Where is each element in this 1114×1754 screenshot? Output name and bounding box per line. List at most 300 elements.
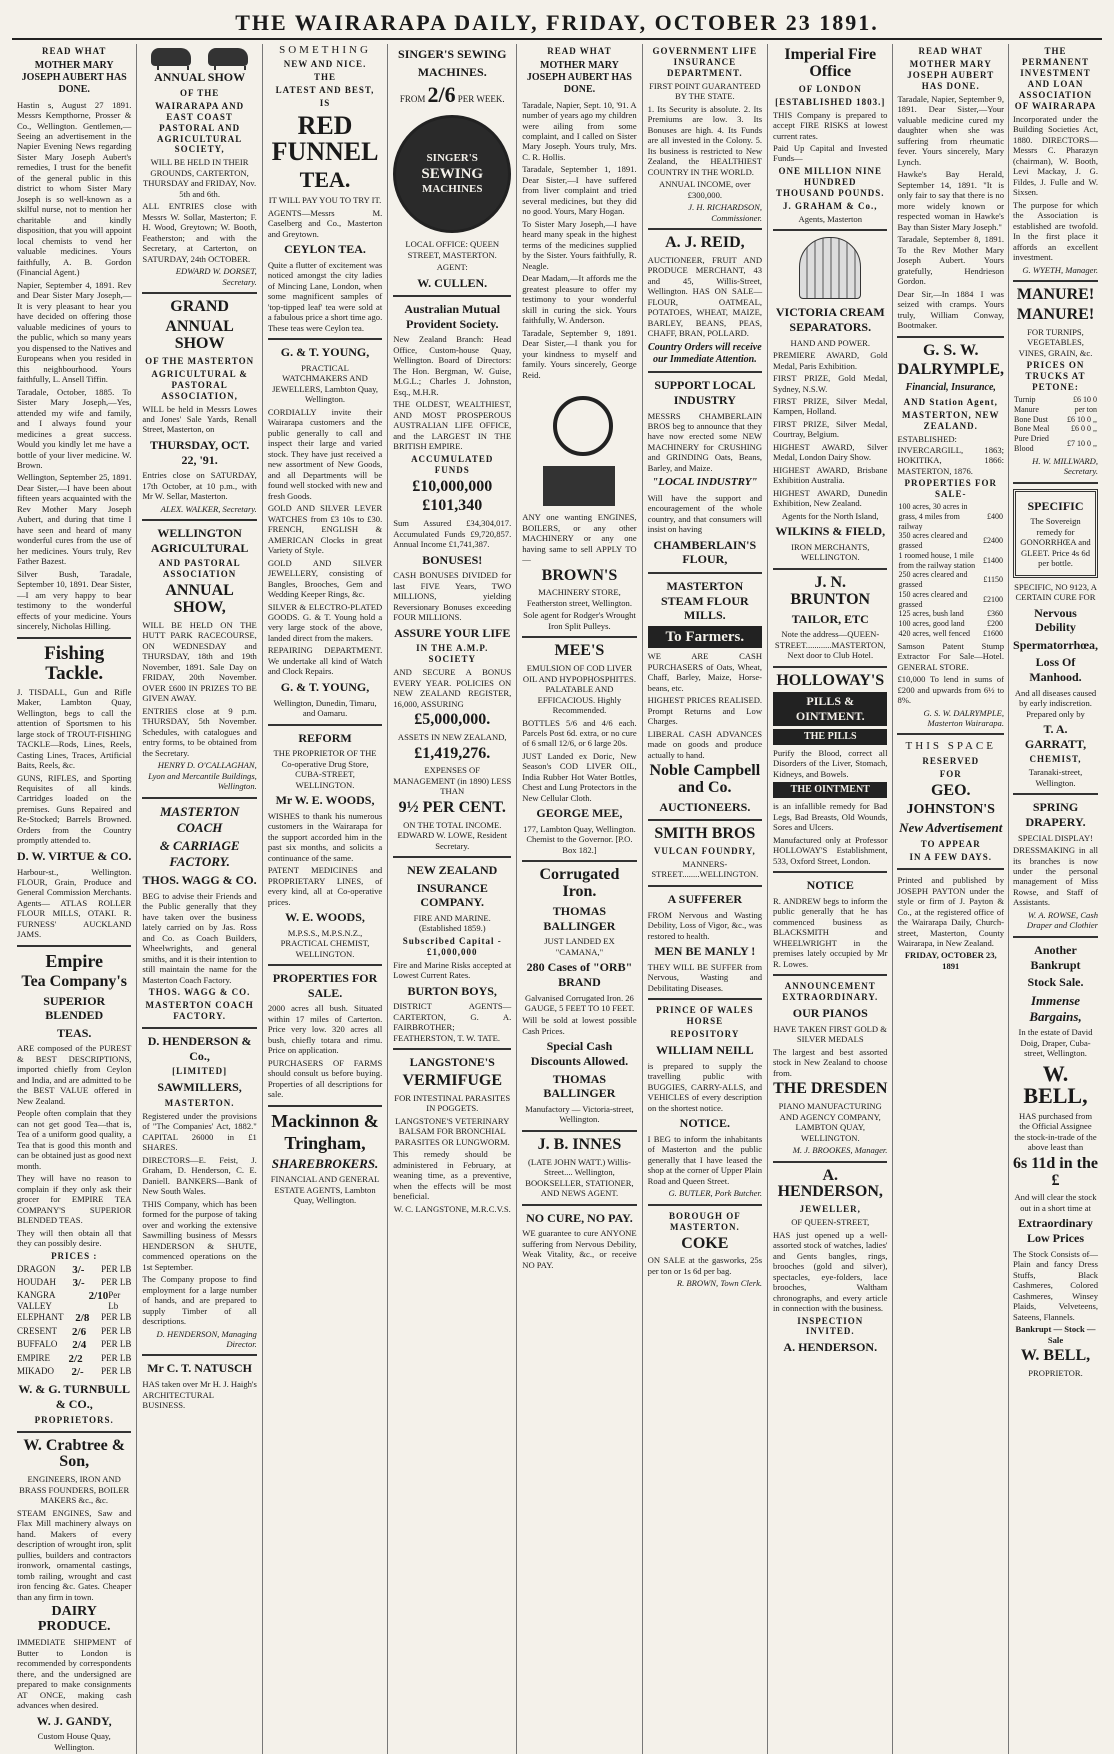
cattle-illustration	[142, 48, 256, 66]
ad-text: Incorporated under the Building Societies Act, 1880. DIRECTORS—Messrs C. Pharazyn (chairman), W. Booth, Levi Mackay, J. G. Fildes, J. Fulle and W. Sixsen.	[1013, 113, 1098, 198]
engine-illustration	[539, 386, 619, 506]
ad-heading: JOHNSTON'S	[906, 801, 995, 817]
ad-text: AGENTS—Messrs M. Caselberg and Co., Masterton and Greytown.	[267, 207, 383, 239]
ad-heading: T. A. GARRATT,	[1024, 722, 1087, 751]
ad-heading: Immense Bargains,	[1029, 992, 1082, 1024]
award: HIGHEST AWARD, Silver Medal, London Dairy Show.	[773, 441, 888, 463]
ad-heading: NOTICE	[806, 878, 854, 893]
ad-heading: £5,000,000.	[414, 711, 491, 729]
testimonial: Taradale, October, 1885. To Sister Mary Joseph,—Yes, attended my wife and family, and I always found your medicines a great success. Would you kindly let me have a bottle of your liver medicine. W. Brown.	[17, 386, 132, 470]
ad-heading: ANNUAL SHOW	[165, 318, 234, 352]
ad-heading: Mackinnon &	[271, 1110, 379, 1131]
ad-heading: A. J. REID,	[665, 234, 745, 252]
table-row: Bone Meal £6 0 0 ,,	[1014, 424, 1097, 434]
ad-heading: PRINCE OF WALES HORSE	[656, 1005, 754, 1027]
ad-heading: ACCUMULATED FUNDS	[411, 453, 494, 475]
ad-heading: A SUFFERER	[667, 891, 743, 906]
ad-heading: New Advertisement	[899, 820, 1003, 836]
ad-heading: VULCAN FOUNDRY,	[653, 846, 756, 857]
ad-heading: ASSURE YOUR LIFE	[394, 625, 511, 640]
ad-text: FIRST POINT GUARANTEED BY THE STATE.	[649, 80, 761, 102]
ad-text: WE guarantee to cure ANYONE suffering from Nervous Debility, Weak Vitality, &c., or receive NO PAY.	[522, 1228, 637, 1270]
price-list	[17, 1264, 131, 1380]
ad-heading: TEAS.	[57, 1025, 92, 1040]
ad-heading: RESERVED	[922, 755, 980, 766]
table-row: 125 acres, bush land £360	[898, 609, 1004, 619]
ad-heading: JEWELLER,	[799, 1204, 861, 1215]
ad-text: Custom House Quay, Wellington.	[37, 1731, 111, 1752]
ad-text: Manufactured only at Professor HOLLOWAY'S Establishment, 533, Oxford Street, London.	[773, 834, 888, 866]
ad-heading: MOTHER MARY JOSEPH AUBERT HAS DONE.	[21, 59, 127, 96]
testimonial: Napier, September 4, 1891. Rev and Dear Sister Mary Joseph,—It is very pleasant to hear you have decided on offering those valuable medicines of yours to the public, which so many years you dispensed to the Natives and Europeans when you resided in this neighbourhood. Yours faithfully, L. Ansell Tiffin.	[17, 279, 132, 385]
testimonial: Taradale, September 9, 1891. Dear Sister,—I thank you for your kindness to myself and family. Yours sincerely, George Reid.	[522, 327, 637, 380]
ad-heading: Spermatorrhœa,	[1013, 637, 1098, 652]
ad-heading: SUPERIOR BLENDED	[43, 993, 106, 1023]
ad-heading: £10,000,000	[412, 477, 493, 495]
ad-heading: OF THE	[179, 87, 220, 98]
ad-heading: [ESTABLISHED 1803.]	[775, 96, 886, 107]
ad-text: THE OLDEST, WEALTHIEST, AND MOST PROSPEROUS AUSTRALIAN LIFE OFFICE, and the LARGEST IN THE BRITISH EMPIRE.	[393, 399, 512, 452]
ad-text: They will then obtain all that they can possibly desire.	[17, 1227, 132, 1249]
signature: R. BROWN, Town Clerk.	[676, 1278, 763, 1289]
ad-text: JUST Landed ex Doric, New Season's COD LIVER OIL, India Rubber Hot Water Bottles, Chest and Lung Protectors in the New Cellular Cloth.	[522, 750, 637, 803]
ad-text: £10,000 To lend in sums of £200 and upwards from 6½ to 8%.	[897, 674, 1005, 706]
ad-heading: BOROUGH OF MASTERTON.	[668, 1210, 741, 1232]
ad-heading: MEE'S	[554, 642, 605, 660]
ad-text: HAS just opened up a well-assorted stock of watches, ladies' and Gents bangles, rings, brooches (gold and silver), spectacles, eye-folders, lace brooches, Waltham chronographs, and every article in connection with the business.	[773, 1229, 888, 1314]
ad-text: People often complain that they can not get good Tea—that is, Tea of a uniform good quality, a Tea that is good this month and can be obtained just as good next month.	[17, 1108, 132, 1171]
ad-heading: Stock Sale.	[1027, 975, 1084, 990]
flywheel-icon	[553, 396, 613, 456]
ad-text: DISTRICT AGENTS—CARTERTON, G. A. FAIRBROTHER; FEATHERSTON, T. W. TATE.	[393, 1001, 512, 1043]
ad-text: 1. Its Security is absolute. 2. Its Premiums are low. 3. Its Bonuses are high. 4. Its Funds are all invested in the Colony. 5. Its business is restricted to New Zealand, the HEALTHIEST COUNTRY IN THE WORLD.	[647, 103, 763, 177]
ad-heading: THOS. WAGG & CO.	[148, 987, 251, 998]
ad-text: J. TISDALL, Gun and Rifle Maker, Lambton Quay, Wellington, begs to call the attention of Sportsmen to his large stock of TROUT-FISHING TACKLE—Rods, Lines, Reels, Casting Lines, Traces, Artificial Baits, Reels, &c.	[17, 686, 132, 771]
column-8a	[893, 44, 1009, 1754]
testimonial: Taradale, Napier, Sept. 10, '91. A number of years ago my children were ailing from some complaint, and I called on Sister Mary Joseph. Yours truly, Mrs. C. R. Hollis.	[522, 99, 637, 162]
award: FIRST PRIZE, Gold Medal, Sydney, N.S.W.	[773, 373, 888, 394]
ad-text: FOR TURNIPS, VEGETABLES, VINES, GRAIN, &c.	[1018, 326, 1093, 358]
ad-text: SPECIFIC, NO 9123, A CERTAIN CURE FOR	[1014, 581, 1097, 603]
ad-heading: 6s 11d in the £	[1013, 1154, 1098, 1189]
ad-text: The Company propose to find employment for a large number of hands, and are prepared to supply Timber of all descriptions.	[142, 1274, 257, 1327]
ad-text: PROPRIETOR.	[1028, 1367, 1083, 1378]
ad-heading: Mr W. E. WOODS,	[275, 793, 375, 808]
specific-ad-box	[1013, 489, 1098, 578]
ad-text: M.P.S.S., M.P.S.N.Z., PRACTICAL CHEMIST, WELLINGTON.	[280, 927, 370, 959]
ad-text: 2000 acres all bush. Situated within 17 miles of Carterton. Price very low. 320 acres all bush, chiefly totara and rimu. Price on application.	[267, 1003, 383, 1056]
ad-text: MANNERS-STREET........WELLINGTON.	[651, 859, 759, 880]
ad-heading: & CARRIAGE FACTORY.	[159, 838, 240, 870]
ad-heading: THIS SPACE	[905, 740, 996, 753]
column-5	[517, 44, 642, 1754]
ad-heading: CHEMIST,	[1029, 754, 1082, 765]
ad-text: HAND AND POWER.	[790, 337, 870, 348]
ad-text: AGENT:	[436, 262, 468, 273]
ad-heading: DALRYMPLE,	[897, 361, 1005, 379]
ad-text: ASSETS IN NEW ZEALAND,	[397, 732, 507, 743]
ad-heading: W. & G. TURNBULL & CO.,	[18, 1382, 131, 1412]
ad-heading: AND PASTORAL ASSOCIATION	[158, 558, 241, 580]
ad-text: EMULSION OF COD LIVER OIL AND HYPOPHOSPHITES. PALATABLE AND EFFICACIOUS. Highly Recommended.	[522, 663, 636, 716]
ad-heading: COKE	[681, 1234, 729, 1252]
ad-text: Wellington, Dunedin, Timaru, and Oamaru.	[273, 697, 377, 719]
ad-text: EXPENSES OF MANAGEMENT (in 1890) LESS THAN	[393, 765, 512, 797]
ad-heading: RED FUNNEL	[271, 111, 379, 167]
ad-heading: READ WHAT	[41, 46, 107, 56]
ad-text: LOCAL OFFICE: QUEEN STREET, MASTERTON.	[405, 239, 500, 260]
ad-text: Bankrupt — Stock — Sale	[1015, 1324, 1096, 1345]
singer-logo: SINGER'S SEWING MACHINES	[393, 115, 511, 233]
ad-heading: TO APPEAR	[920, 839, 981, 850]
ad-text: In the estate of David Doig, Draper, Cuba-street, Wellington.	[1018, 1027, 1093, 1059]
ad-text: Fire and Marine Risks accepted at Lowest Current Rates.	[393, 959, 512, 981]
ad-heading: D. W. VIRTUE & CO.	[17, 848, 132, 863]
ad-heading: A. HENDERSON,	[777, 1166, 883, 1201]
ad-text: They will have no reason to complain if they only ask their grocer for EMPIRE TEA COMPANY'S SUPERIOR BLENDED TEAS.	[17, 1173, 132, 1226]
testimonial: Taradale, September 8, 1891. To the Rev Mother Mary Joseph Aubert. Yours gratefully, Hendrieson Gordon.	[897, 234, 1005, 287]
ad-heading: Special Cash Discounts Allowed.	[530, 1039, 629, 1069]
ad-text: The purpose for which the Association is established are twofold. In the first place it affords an excellent investment.	[1013, 199, 1098, 263]
ad-heading: W. BELL,	[1020, 1347, 1091, 1365]
table-row: 100 acres, good land £200	[898, 619, 1004, 629]
table-row: Bone Dust £6 10 0 ,,	[1014, 414, 1097, 424]
ad-text: HAS purchased from the Official Assignee the stock-in-trade of the above least than	[1014, 1110, 1097, 1153]
ad-text: ENTRIES close at 9 p.m. THURSDAY, 5th November. Schedules, with catalogues and entry forms, to be obtained from the Secretary.	[142, 705, 257, 758]
ad-banner: PILLS & OINTMENT.	[773, 692, 887, 725]
ad-heading: Nervous Debility	[1034, 605, 1077, 635]
imprint-date: FRIDAY, OCTOBER 23, 1891	[904, 950, 997, 971]
signature: ALEX. WALKER, Secretary.	[160, 503, 257, 514]
ad-heading: MANURE!	[1016, 305, 1095, 323]
ad-heading: LATEST AND BEST,	[275, 85, 375, 96]
ad-heading: REPOSITORY	[670, 1029, 740, 1040]
ad-heading: THE PERMANENT INVESTMENT AND LOAN ASSOCIATION OF WAIRARAPA	[1014, 46, 1097, 111]
ad-heading: Subscribed Capital - £1,000,000	[402, 935, 502, 957]
ad-text: DIRECTORS—E. Feist, J. Graham, D. Henderson, C. E. Daniell. BANKERS—Bank of New South Wales.	[142, 1154, 257, 1197]
ad-text: Manufactory — Victoria-street, Wellington.	[525, 1103, 634, 1125]
ad-text: FROM Nervous and Wasting Debility, Loss of Vigor, &c., was restored to health.	[647, 909, 763, 941]
ad-heading: MOTHER MARY JOSEPH AUBERT HAS DONE.	[526, 59, 632, 96]
ad-text: FIRE AND MARINE. (Established 1859.)	[413, 912, 491, 934]
ad-heading: BURTON BOYS,	[407, 983, 497, 998]
ad-text: Paid Up Capital and Invested Funds—	[773, 142, 888, 164]
ad-heading: SPRING DRAPERY.	[1025, 800, 1086, 829]
price-row: ELEPHANT 2/8 PER LB	[17, 1312, 132, 1325]
ad-heading: TEA.	[299, 167, 351, 193]
ad-text: ON THE TOTAL INCOME. EDWARD W. LOWE, Resident Secretary.	[397, 819, 508, 851]
ad-text: SPECIAL DISPLAY!	[1017, 832, 1094, 843]
ad-heading: THURSDAY, OCT. 22, '91.	[149, 437, 250, 467]
ad-heading: Australian Mutual Provident Society.	[404, 302, 501, 331]
ad-text: LANGSTONE'S VETERINARY BALSAM FOR BRONCHIAL PARASITES OR LUNGWORM.	[394, 1115, 510, 1147]
ad-text: PIANO MANUFACTURING AND AGENCY COMPANY, LAMBTON QUAY, WELLINGTON.	[778, 1101, 882, 1143]
ad-heading: NEW AND NICE.	[283, 59, 367, 70]
ad-heading: ANNUAL SHOW,	[165, 582, 234, 617]
ad-heading: IN A FEW DAYS.	[909, 852, 992, 863]
signature: W. C. LANGSTONE, M.R.C.V.S.	[393, 1203, 511, 1214]
ad-heading: WELLINGTON AGRICULTURAL	[150, 526, 249, 555]
ad-heading: Mr C. T. NATUSCH	[147, 1361, 252, 1376]
ad-heading: MOTHER MARY JOSEPH AUBERT HAS DONE.	[907, 58, 995, 91]
column-6	[643, 44, 768, 1754]
ad-text: Entries close on SATURDAY, 17th October, at 10 p.m., with Mr W. Sellar, Masterton.	[142, 470, 257, 502]
ad-heading: GRAND	[170, 298, 229, 316]
ad-heading: Noble Campbell and Co.	[649, 762, 761, 796]
column-4	[388, 44, 517, 1754]
columns	[12, 44, 1102, 1752]
table-row: 250 acres cleared and grassed £1150	[898, 570, 1004, 590]
ad-heading: MASTERTON COACH	[159, 803, 240, 835]
price-row: BUFFALO 2/4 PER LB	[17, 1339, 132, 1352]
ad-text: Agents, Masterton	[798, 213, 862, 224]
signature: W. A. ROWSE, Cash Draper and Clothier	[1026, 909, 1098, 931]
ad-text: FOR INTESTINAL PARASITES IN POGGETS.	[394, 1092, 511, 1114]
ad-heading: THOMAS BALLINGER	[543, 1071, 616, 1101]
ad-text: PRACTICAL WATCHMAKERS AND JEWELLERS, Lambton Quay, Wellington.	[272, 362, 378, 405]
ad-heading: Extraordinary Low Prices	[1018, 1216, 1093, 1246]
ad-heading: PROPERTIES FOR SALE.	[272, 971, 378, 1000]
ad-heading: Financial, Insurance,	[905, 382, 996, 394]
ad-heading: Loss Of Manhood.	[1029, 655, 1082, 685]
ad-heading: MEN BE MANLY !	[654, 944, 756, 959]
ad-text: WILL BE HELD ON THE HUTT PARK RACECOURSE, ON WEDNESDAY and THURSDAY, 18th and 19th November, 1891. Sale Day on FRIDAY, 20th November. OVER £600 IN PRIZES TO BE GIVEN AWAY.	[142, 619, 257, 704]
ad-heading: VICTORIA CREAM SEPARATORS.	[775, 305, 885, 334]
ad-text: WISHES to thank his numerous customers in the Wairarapa for the support accorded him in the past six months, and solicits a continuance of the same.	[267, 810, 383, 863]
ad-heading: A. HENDERSON.	[783, 1340, 878, 1355]
ad-text: is prepared to supply the travelling public with BUGGIES, CARRY-ALLS, and VEHICLES of every description on the shortest notice.	[647, 1060, 763, 1113]
ad-heading: THOMAS BALLINGER	[543, 904, 616, 933]
ad-text: Will have the support and encouragement of the whole country, and that consumers will insist on having	[647, 492, 763, 535]
price-row: HOUDAH 3/- PER LB	[17, 1277, 132, 1290]
ad-text: BEG to advise their Friends and the Public generally that they have taken over the business lately carried on by Jas. Ross and Co. as Coach Builders, Wheelwrights, and general smiths, and it is their intention to still maintain the name for the Masterton Coach Factory.	[142, 890, 257, 985]
ad-heading: READ WHAT	[918, 46, 983, 56]
ad-heading: ANNOUNCEMENT EXTRAORDINARY.	[782, 981, 879, 1003]
ad-text: HAS taken over Mr H. J. Haigh's ARCHITECTURAL BUSINESS.	[142, 1379, 257, 1411]
ad-text: The largest and best assorted stock in New Zealand to choose from.	[773, 1046, 888, 1078]
ad-heading: Tringham,	[284, 1132, 366, 1153]
table-row: 100 acres, 30 acres in grass, 4 miles from railway £400	[898, 502, 1004, 531]
manure-price-table	[1013, 395, 1098, 454]
ad-text: IRON MERCHANTS, WELLINGTON.	[791, 541, 870, 563]
testimonial: Dear Madam,—It affords me the greatest pleasure to offer my testimony to your wonderful skill in curing the sick. Yours faithfully, W. Anderson.	[522, 273, 637, 326]
testimonial: To Sister Mary Joseph,—I have heard many speak in the highest terms of the medicines supplied by the Sister. Yours faithfully, R. Neagle.	[522, 218, 637, 271]
ad-heading: OUR PIANOS	[792, 1006, 868, 1021]
ad-heading: SMITH BROS	[654, 825, 756, 843]
separator-illustration	[799, 237, 861, 299]
ad-text: Purify the Blood, correct all Disorders of the Liver, Stomach, Kidneys, and Bowels.	[773, 747, 888, 779]
ad-heading: LANGSTONE'S	[409, 1055, 495, 1070]
signature: HENRY D. O'CALLAGHAN, Lyon and Mercantile Buildings, Wellington.	[148, 760, 257, 792]
ad-heading: Another Bankrupt	[1030, 942, 1081, 972]
ad-text: HAVE TAKEN FIRST GOLD & SILVER MEDALS	[773, 1023, 887, 1045]
ad-text: MESSRS CHAMBERLAIN BROS beg to announce that they have now erected some NEW MACHINERY for CRUSHING and GRINDING Oats, Beans, Barley, and Maize.	[647, 410, 763, 473]
signature: G. S. W. DALRYMPLE, Masterton Wairarapa.	[923, 707, 1005, 728]
ad-heading: SPECIFIC	[1027, 498, 1084, 513]
ad-heading: Fishing Tackle.	[44, 642, 105, 684]
ad-heading: GEO.	[930, 781, 971, 799]
ad-heading: [LIMITED]	[172, 1066, 228, 1077]
ad-text: BOTTLES 5/6 and 4/6 each. Parcels Post 6d. extra, or no cure of 6 small 12/6, or 6 large 20s.	[522, 717, 637, 749]
ad-text: WE ARE CASH PURCHASERS of Oats, Wheat, Chaff, Barley, Maize, Horse-beans, etc.	[647, 651, 763, 693]
ad-heading: MASTERTON, NEW ZEALAND.	[901, 410, 1000, 432]
ad-text: IMMEDIATE SHIPMENT of Butter to London is recommended by correspondents there, and the undersigned are prepared to make consignments AT ONCE, making cash advances when desired.	[17, 1637, 132, 1711]
ad-text: ENGINEERS, IRON AND BRASS FOUNDERS, BOILER MAKERS &c., &c.	[19, 1474, 130, 1506]
ad-text: is an infallible remedy for Bad Legs, Bad Breasts, Old Wounds, Sores and Ulcers.	[773, 801, 888, 833]
ad-text: GUNS, RIFLES, and Sporting Requisites of all kinds. Cartridges loaded on the premises. Guns Repaired and Re-Stocked; Barrels Browned. Orders from the Country promptly attended to.	[17, 772, 132, 846]
ad-heading: DAIRY PRODUCE.	[37, 1604, 111, 1634]
ad-text: R. ANDREW begs to inform the public generally that he has commenced business as BLACKSMITH and WHEELWRIGHT in the premises lately occupied by Mr R. Lowes.	[773, 895, 888, 969]
ad-heading: NEW ZEALAND	[407, 863, 498, 878]
column-7	[768, 44, 893, 1754]
testimonial: Hastin s, August 27 1891. Messrs Kempthorne, Prosser & Co., Wellington. Gentlemen,—Seeing an advertisement in the Napier Evening News regarding Sister Mary Joseph Aubert's remedies, I trust for the benefit of the general public in this district to whom Sister Mary Joseph is so well-known as a skilful nurse, not to mention her charitable and kindly disposition, that you will appoint local chemists to vend her valuable medicines. Yours faithfully, A. B. Gordon (Financial Agent.)	[17, 99, 132, 278]
ad-heading: PRICES ON TRUCKS AT PETONE:	[1025, 360, 1086, 393]
ad-heading: 9½ PER CENT.	[398, 798, 506, 816]
ad-heading: Country Orders will receive our Immediate Attention.	[648, 341, 762, 366]
ad-text: REPAIRING DEPARTMENT. We undertake all kind of Watch and Clock Repairs.	[267, 645, 383, 677]
table-row: Turnip Manure £6 10 0 per ton	[1014, 395, 1097, 414]
column-1	[12, 44, 137, 1754]
column-8b	[1009, 44, 1102, 1754]
ad-text: ALL ENTRIES close with Messrs W. Sollar, Masterton; F. H. Wood, Greytown; W. Booth, Featherston; and with the Secretary, at Carterton, on SATURDAY, 24th OCTOBER.	[142, 201, 257, 264]
ad-heading: VERMIFUGE	[402, 1071, 503, 1089]
bull-icon	[151, 48, 191, 66]
ad-heading: £101,340	[422, 497, 483, 515]
signature: D. HENDERSON, Managing Director.	[156, 1328, 257, 1349]
table-row: 150 acres cleared and grassed £2100	[898, 589, 1004, 609]
column-2	[137, 44, 262, 1754]
ad-text: ARE composed of the PUREST & BEST DESCRIPTIONS, imported chiefly from Ceylon and India, and are admitted to be the BEST VALUE offered in New Zealand.	[17, 1043, 132, 1106]
table-row: 420 acres, well fenced £1600	[898, 628, 1004, 638]
ad-heading: SHAREBROKERS.	[271, 1155, 379, 1171]
ad-heading: MANURE!	[1016, 286, 1095, 304]
ad-heading: SOMETHING	[279, 44, 371, 56]
ad-text: New Zealand Branch: Head Office, Custom-house Quay, Wellington. Board of Directors: The Hon. Bergman, W. Guise, M.G.L.; Charles J. Johnston, Esq., M.H.R.	[393, 334, 512, 397]
ad-heading: THE DRESDEN	[773, 1080, 888, 1098]
ad-text: Note the address—QUEEN-STREET............MASTERTON, Next door to Club Hotel.	[774, 629, 886, 661]
ad-heading: GEORGE MEE,	[536, 806, 623, 821]
ad-banner: THE OINTMENT	[773, 782, 887, 798]
ad-heading: W. E. WOODS,	[285, 910, 365, 925]
award: FIRST PRIZE, Silver Medal, Kampen, Holland.	[773, 395, 888, 417]
ad-text: Harbour-st., Wellington. FLOUR, Grain, Produce and General Commission Merchants. Agents— ATLAS ROLLER FLOUR MILLS, OTAKI. R. FURNESS' AUCKLAND JAMS.	[17, 866, 132, 940]
ad-text: MACHINERY STORE, Featherston street, Wellington.	[526, 587, 632, 608]
ad-heading: G. & T. YOUNG,	[280, 345, 370, 360]
ad-text: And will clear the stock out in a short time at	[1014, 1192, 1097, 1213]
ad-heading: W. Crabtree & Son,	[23, 1436, 126, 1471]
masthead: THE WAIRARAPA DAILY, FRIDAY, OCTOBER 23 1891.	[12, 10, 1102, 40]
ad-text: AND SECURE A BONUS EVERY YEAR. POLICIES ON NEW ZEALAND REGISTER, 16,000, ASSURING	[393, 667, 512, 709]
ad-heading: W. J. GANDY,	[36, 1713, 112, 1728]
ram-icon	[208, 48, 248, 66]
ad-text: IT WILL PAY YOU TO TRY IT.	[268, 195, 382, 206]
ad-heading: GOVERNMENT LIFE INSURANCE DEPARTMENT.	[652, 46, 758, 78]
table-row: 1 roomed house, 1 mile from the railway station £1400	[898, 550, 1004, 570]
ad-heading: G. & T. YOUNG,	[280, 679, 370, 694]
ad-text: PATENT MEDICINES and PROPRIETARY LINES, of every kind, all at Co-operative prices.	[267, 865, 383, 907]
testimonial: Wellington, September 25, 1891. Dear Sister,—I have been about fifteen years acquainted with the Rev Mother Mary Joseph Aubert, and during that time I have seen and heard of many wonderful cures from the use of her medicines. Yours truly, Rev Father Bazest.	[17, 472, 132, 567]
ad-text: LIBERAL CASH ADVANCES made on goods and produce actually to hand.	[647, 728, 763, 760]
ad-text: The Sovereign remedy for GONORRHŒA and GLEET. Price 4s 6d per bottle.	[1020, 516, 1091, 569]
ad-heading: OF LONDON	[798, 83, 862, 94]
ad-text: ANNUAL INCOME, over £300,000.	[659, 179, 751, 200]
ad-banner: THE PILLS	[773, 729, 887, 745]
signature: EDWARD W. DORSET, Secretary.	[175, 266, 257, 287]
testimonial: Taradale, Napier, September 9, 1891. Dear Sister,—Your valuable medicine cured my daughter when she was suffering from rheumatic fever. Yours sincerely, Mary Lynch.	[897, 93, 1005, 167]
ad-text: 177, Lambton Quay, Wellington. Chemist to the Governor. [P.O. Box 182.]	[523, 824, 636, 855]
ad-text: WILL be held in Messrs Lowes and Jones' Sale Yards, Renall Street, Masterton, on	[142, 403, 257, 435]
testimonial: Hawke's Bay Herald, September 14, 1891. "It is only fair to say that there is no more widely known or respected woman in Hawke's Bay than Sister Mary Joseph."	[897, 169, 1005, 232]
ad-heading: HOLLOWAY'S	[776, 671, 885, 689]
ad-heading: FOR	[939, 768, 962, 779]
price-banner: FROM 2/6 PER WEEK.	[399, 82, 505, 108]
ad-heading: IN THE A.M.P. SOCIETY	[416, 643, 489, 665]
ad-heading: WILLIAM NEILL	[656, 1043, 754, 1058]
table-row: Pure Dried Blood £7 10 0 ,,	[1014, 434, 1097, 453]
ad-text: ON SALE at the gasworks, 25s per ton or 1s 6d per bag.	[647, 1255, 763, 1276]
ad-text: SILVER & ELECTRO-PLATED GOODS. G. & T. Young hold a very large stock of the above, landed direct from the makers.	[267, 601, 383, 643]
ad-text: HIGHEST PRICES REALISED. Prompt Returns and Low Charges.	[647, 695, 763, 727]
ad-heading: INSURANCE COMPANY.	[416, 880, 488, 910]
ad-heading: BONUSES!	[422, 552, 483, 567]
ad-heading: ANNUAL SHOW	[154, 70, 246, 84]
ad-text: OF QUEEN-STREET,	[791, 1217, 870, 1228]
ad-heading: W. BELL,	[1023, 1060, 1088, 1108]
ad-text: And all diseases caused by early indiscretion. Prepared only by	[1014, 687, 1097, 719]
ad-heading: SUPPORT LOCAL INDUSTRY	[654, 378, 756, 407]
ad-heading: 280 Cases of "ORB" BRAND	[526, 960, 633, 989]
ad-banner: To Farmers.	[648, 626, 762, 648]
ad-text: (LATE JOHN WATT.) Willis-Street.... Wellington, BOOKSELLER, STATIONER, AND NEWS AGENT.	[525, 1156, 634, 1199]
ad-heading: J. GRAHAM & Co.,	[783, 200, 878, 211]
ad-text: Samson Patent Stump Extractor For Sale—Hotel. GENERAL STORE.	[897, 640, 1005, 672]
ad-text: WILL BE HELD IN THEIR GROUNDS, CARTERTON, THURSDAY and FRIDAY, Nov. 5th and 6th.	[143, 157, 257, 199]
ad-heading: CHAMBERLAIN'S FLOUR,	[653, 537, 757, 567]
signature: H. W. MILLWARD, Secretary.	[1032, 455, 1098, 477]
ad-heading: Imperial Fire Office	[784, 46, 877, 80]
ad-heading: ONE MILLION NINE HUNDRED THOUSAND POUNDS.	[776, 165, 885, 198]
ad-heading: MASTERTON STEAM FLOUR MILLS.	[661, 579, 749, 623]
ad-text: CASH BONUSES DIVIDED for last FIVE Years, TWO MILLIONS, yielding Reversionary Bonuses exceeding FOUR MILLIONS.	[393, 570, 512, 623]
testimonial: Silver Bush, Taradale, September 10, 1891. Dear Sister,—I am very happy to bear testimony to the wonderful effects of your medicine. Yours sincerely, Nicholas Hilling.	[17, 568, 132, 632]
ad-text: ESTABLISHED: INVERCARGILL, 1863; HOKITIKA, 1866: MASTERTON, 1876.	[897, 434, 1005, 476]
ad-heading: MASTERTON.	[164, 1097, 235, 1108]
ad-heading: WAIRARAPA AND EAST COAST PASTORAL AND AGRICULTURAL SOCIETY,	[155, 100, 245, 155]
ad-heading: NO CURE, NO PAY.	[526, 1210, 633, 1225]
price-row: CRESENT 2/6 PER LB	[17, 1325, 132, 1338]
ad-heading: NOTICE.	[679, 1116, 731, 1131]
ad-heading: MASTERTON COACH FACTORY.	[145, 1000, 254, 1022]
price-row: KANGRA VALLEY 2/10 Per Lb	[17, 1290, 121, 1312]
ad-text: THEY WILL BE SUFFER from Nervous, Wasting and Debilitating Diseases.	[647, 961, 763, 993]
ad-heading: IS	[319, 98, 331, 109]
testimonial: Taradale, September 1, 1891. Dear Sister,—I have suffered from liver complaint and tried several medicines, but they did no good. Yours, Mary Hogan.	[522, 164, 637, 217]
signature: G. WYETH, Manager.	[1022, 264, 1098, 275]
ad-text: JUST LANDED EX "CAMANA,"	[544, 936, 615, 957]
signature: G. BUTLER, Pork Butcher.	[668, 1188, 763, 1199]
ad-heading: INSPECTION INVITED.	[797, 1315, 864, 1337]
engine-base-icon	[543, 466, 615, 506]
ad-heading: MACHINES.	[417, 64, 487, 79]
ad-heading: OF THE MASTERTON	[145, 355, 255, 366]
ad-text: Will be sold at lowest possible Cash Prices.	[522, 1015, 637, 1036]
ad-text: STEAM ENGINES, Saw and Flax Mill machinery always on hand. Makers of every description of wrought iron, split pullies, builders and contractors ironwork, ornamental castings, tomb railing, wrought and cast iron fencing &c. Gates. Cheaper than any firm in town.	[17, 1507, 132, 1602]
signature: M. J. BROOKES, Manager.	[792, 1145, 888, 1156]
ad-heading: READ WHAT	[547, 46, 612, 56]
ad-heading: Empire	[45, 950, 104, 971]
ad-text: PURCHASERS OF FARMS should consult us before buying. Properties of all descriptions for sale.	[267, 1057, 383, 1100]
ad-text: Galvanised Corrugated Iron. 26 GAUGE, 5 FEET TO 10 FEET.	[524, 992, 635, 1013]
